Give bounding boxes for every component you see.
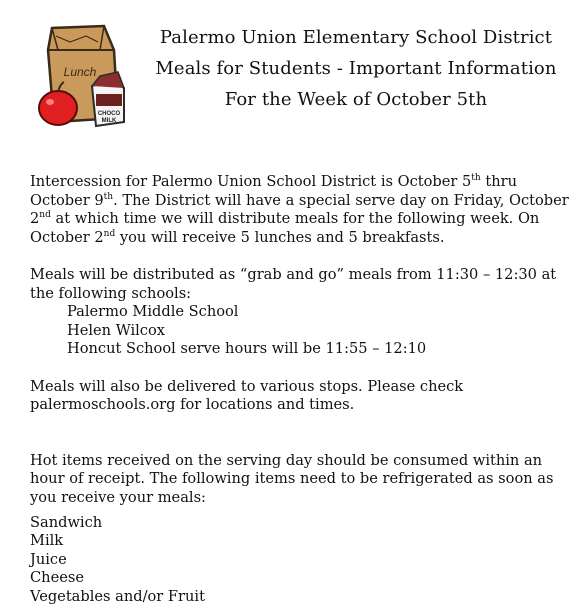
header-district: Palermo Union Elementary School District (159, 27, 553, 48)
school-list (30, 303, 570, 359)
list-item: Juice (30, 550, 67, 568)
refrigeration-paragraph: Hot items received on the serving day should be consumed within an hour of receipt. The following items need to be refrigerated as soon as you receive your meals: (30, 451, 554, 506)
list-item: Milk (30, 532, 64, 550)
header-subtitle: Meals for Students - Important Information (155, 58, 557, 79)
delivery-paragraph: Meals will also be delivered to various stops. Please check palermoschools.org for locations and times. (30, 377, 464, 414)
header-week: For the Week of October 5th (224, 89, 488, 110)
food-item-list (30, 514, 570, 607)
carton-label-2: MILK (101, 118, 117, 124)
distribution-paragraph: Meals will be distributed as “grab and go” meals from 11:30 – 12:30 at the following schools: (30, 265, 557, 302)
list-item: Palermo Middle School (67, 303, 239, 321)
intercession-paragraph: Intercession for Palermo Union School District is October 5th thru October 9th. The District will have a special serve day on Friday, October 2nd at which time we will distribute meals for the following week. On October 2nd you will receive 5 lunches and 5 breakfasts. (30, 173, 569, 246)
bag-label: Lunch (63, 65, 97, 79)
list-item: Vegetables and/or Fruit (30, 587, 205, 605)
list-item: Cheese (30, 569, 84, 587)
document-header (138, 22, 574, 115)
list-item: Honcut School serve hours will be 11:55 – 12:10 (67, 340, 427, 358)
list-item: Sandwich (30, 513, 103, 531)
list-item: Helen Wilcox (67, 321, 165, 339)
carton-label-1: CHOCO (97, 111, 121, 117)
lunch-bag-logo (30, 22, 130, 130)
document-body (30, 173, 570, 606)
